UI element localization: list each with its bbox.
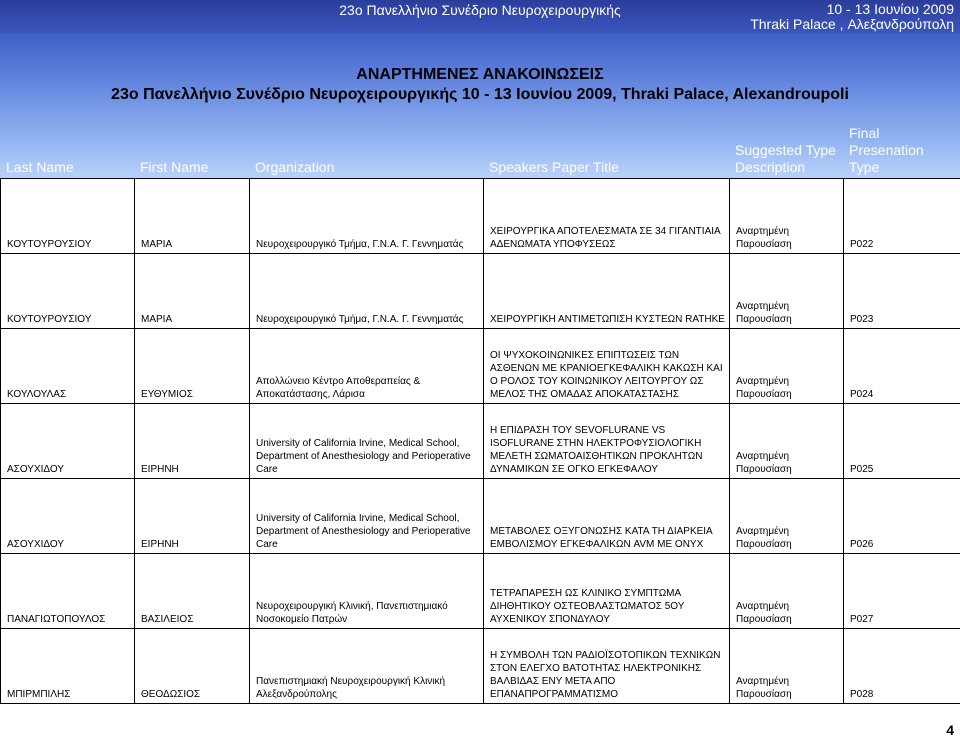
table-row — [1, 329, 960, 404]
organization-cell: Νευροχειρουργικό Τμήμα, Γ.Ν.Α. Γ. Γεννηματάς — [250, 254, 484, 329]
organization-cell: University of California Irvine, Medical School, Department of Anesthesiology and Perioperative Care — [250, 479, 484, 554]
table-row — [1, 254, 960, 329]
title-cell: ΟΙ ΨΥΧΟΚΟΙΝΩΝΙΚΕΣ ΕΠΙΠΤΩΣΕΙΣ ΤΩΝ ΑΣΘΕΝΩΝ ΜΕ ΚΡΑΝΙΟΕΓΚΕΦΑΛΙΚΗ ΚΑΚΩΣΗ ΚΑΙ Ο ΡΟΛΟΣ ΤΟΥ ΚΟΙΝΩΝΙΚΟΥ ΛΕΙΤΟΥΡΓΟΥ ΩΣ ΜΕΛΟΣ ΤΗΣ ΟΜΑΔΑΣ ΑΠΟΚΑΤΑΣΤΑΣΗΣ — [484, 329, 730, 404]
suggested-type-cell: Αναρτημένη Παρουσίαση — [730, 554, 844, 629]
column-header-title: Speakers Paper Title — [489, 159, 619, 175]
page-header — [0, 0, 960, 33]
organization-cell: Νευροχειρουργικό Τμήμα, Γ.Ν.Α. Γ. Γεννηματάς — [250, 179, 484, 254]
first-name-cell: ΒΑΣΙΛΕΙΟΣ — [135, 554, 250, 629]
last-name-cell: ΚΟΥΤΟΥΡΟΥΣΙΟΥ — [1, 254, 135, 329]
conference-name: 23ο Πανελλήνιο Συνέδριο Νευροχειρουργικής — [339, 2, 621, 18]
title-cell: Η ΕΠΙΔΡΑΣΗ ΤΟΥ SEVOFLURANE VS ISOFLURANE ΣΤΗΝ ΗΛΕΚΤΡΟΦΥΣΙΟΛΟΓΙΚΗ ΜΕΛΕΤΗ ΣΩΜΑΤΟΑΙΣΘΗΤΙΚΩΝ ΠΡΟΚΛΗΤΩΝ ΔΥΝΑΜΙΚΩΝ ΣΕ ΟΓΚΟ ΕΓΚΕΦΑΛΟΥ — [484, 404, 730, 479]
first-name-cell: ΕΙΡΗΝΗ — [135, 479, 250, 554]
final-type-cell: P026 — [844, 479, 960, 554]
final-type-cell: P027 — [844, 554, 960, 629]
table-row — [1, 629, 960, 704]
banner-line-2: 23ο Πανελλήνιο Συνέδριο Νευροχειρουργικής 10 - 13 Ιουνίου 2009, Thraki Palace, Alexandroupoli — [111, 86, 849, 103]
column-header-organization: Organization — [255, 159, 335, 175]
suggested-type-cell: Αναρτημένη Παρουσίαση — [730, 179, 844, 254]
header-info — [750, 2, 954, 32]
organization-cell: Νευροχειρουργική Κλινική, Πανεπιστημιακό Νοσοκομείο Πατρών — [250, 554, 484, 629]
title-cell: ΧΕΙΡΟΥΡΓΙΚΗ ΑΝΤΙΜΕΤΩΠΙΣΗ ΚΥΣΤΕΩΝ RATHKE — [484, 254, 730, 329]
banner-line-1: ΑΝΑΡΤΗΜΕΝΕΣ ΑΝΑΚΟΙΝΩΣΕΙΣ — [356, 66, 604, 83]
first-name-cell: ΜΑΡΙΑ — [135, 179, 250, 254]
final-type-cell: P023 — [844, 254, 960, 329]
conference-dates: 10 - 13 Ιουνίου 2009 — [826, 1, 954, 17]
table-row — [1, 554, 960, 629]
title-cell: ΤΕΤΡΑΠΑΡΕΣΗ ΩΣ ΚΛΙΝΙΚΟ ΣΥΜΠΤΩΜΑ ΔΙΗΘΗΤΙΚΟΥ ΟΣΤΕΟΒΛΑΣΤΩΜΑΤΟΣ 5ΟΥ ΑΥΧΕΝΙΚΟΥ ΣΠΟΝΔΥΛΟΥ — [484, 554, 730, 629]
table-body — [1, 179, 960, 704]
suggested-type-cell: Αναρτημένη Παρουσίαση — [730, 329, 844, 404]
final-type-cell: P022 — [844, 179, 960, 254]
page-number: 4 — [946, 722, 954, 738]
first-name-cell: ΘΕΟΔΩΣΙΟΣ — [135, 629, 250, 704]
suggested-type-cell: Αναρτημένη Παρουσίαση — [730, 254, 844, 329]
organization-cell: Απολλώνειο Κέντρο Αποθεραπείας & Αποκατάστασης, Λάρισα — [250, 329, 484, 404]
title-cell: ΧΕΙΡΟΥΡΓΙΚΑ ΑΠΟΤΕΛΕΣΜΑΤΑ ΣΕ 34 ΓΙΓΑΝΤΙΑΙΑ ΑΔΕΝΩΜΑΤΑ ΥΠΟΦΥΣΕΩΣ — [484, 179, 730, 254]
organization-cell: University of California Irvine, Medical School, Department of Anesthesiology and Perioperative Care — [250, 404, 484, 479]
poster-table — [0, 178, 960, 704]
first-name-cell: ΕΙΡΗΝΗ — [135, 404, 250, 479]
table-row — [1, 479, 960, 554]
last-name-cell: ΑΣΟΥΧΙΔΟΥ — [1, 479, 135, 554]
suggested-type-cell: Αναρτημένη Παρουσίαση — [730, 479, 844, 554]
column-header-last-name: Last Name — [6, 159, 74, 175]
last-name-cell: ΜΠΙΡΜΠΙΛΗΣ — [1, 629, 135, 704]
final-type-cell: P024 — [844, 329, 960, 404]
column-header-suggested-type: Suggested Type Description — [735, 142, 836, 175]
organization-cell: Πανεπιστημιακή Νευροχειρουργική Κλινική Αλεξανδρούπολης — [250, 629, 484, 704]
first-name-cell: ΕΥΘΥΜΙΟΣ — [135, 329, 250, 404]
last-name-cell: ΠΑΝΑΓΙΩΤΟΠΟΥΛΟΣ — [1, 554, 135, 629]
table-row — [1, 404, 960, 479]
title-cell: Η ΣΥΜΒΟΛΗ ΤΩΝ ΡΑΔΙΟΪΣΟΤΟΠΙΚΩΝ ΤΕΧΝΙΚΩΝ ΣΤΟΝ ΕΛΕΓΧΟ ΒΑΤΟΤΗΤΑΣ ΗΛΕΚΤΡΟΝΙΚΗΣ ΒΑΛΒΙΔΑΣ ΕΝΥ ΜΕΤΑ ΑΠΟ ΕΠΑΝΑΠΡΟΓΡΑΜΜΑΤΙΣΜΟ — [484, 629, 730, 704]
table-banner — [0, 33, 960, 178]
first-name-cell: ΜΑΡΙΑ — [135, 254, 250, 329]
suggested-type-cell: Αναρτημένη Παρουσίαση — [730, 629, 844, 704]
table-row — [1, 179, 960, 254]
conference-venue: Thraki Palace , Αλεξανδρούπολη — [750, 16, 954, 32]
final-type-cell: P025 — [844, 404, 960, 479]
banner-title — [0, 65, 960, 105]
column-header-final-type: Final Presenation Type — [849, 125, 924, 175]
last-name-cell: ΚΟΥΤΟΥΡΟΥΣΙΟΥ — [1, 179, 135, 254]
final-type-cell: P028 — [844, 629, 960, 704]
column-header-first-name: First Name — [140, 159, 209, 175]
title-cell: ΜΕΤΑΒΟΛΕΣ ΟΞΥΓΟΝΩΣΗΣ ΚΑΤΑ ΤΗ ΔΙΑΡΚΕΙΑ ΕΜΒΟΛΙΣΜΟΥ ΕΓΚΕΦΑΛΙΚΩΝ AVM ΜΕ ONYX — [484, 479, 730, 554]
last-name-cell: ΚΟΥΛΟΥΛΑΣ — [1, 329, 135, 404]
last-name-cell: ΑΣΟΥΧΙΔΟΥ — [1, 404, 135, 479]
suggested-type-cell: Αναρτημένη Παρουσίαση — [730, 404, 844, 479]
